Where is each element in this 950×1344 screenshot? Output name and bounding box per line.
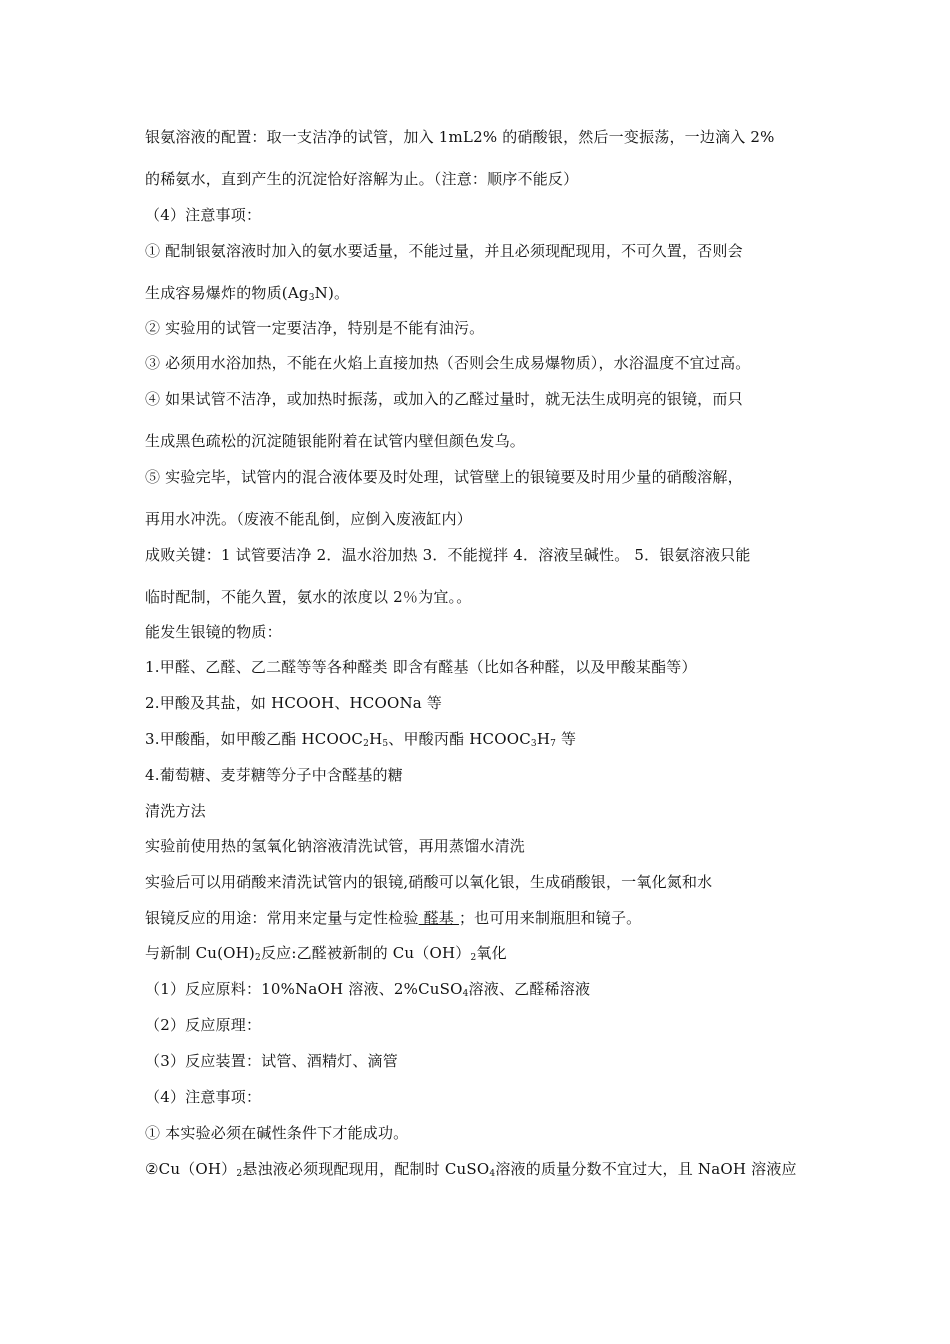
text-line: ① 本实验必须在碱性条件下才能成功。 [145,1124,409,1142]
text-line: 临时配制，不能久置，氨水的浓度以 2％为宜。。 [145,588,472,606]
text-line: 银氨溶液的配置：取一支洁净的试管，加入 1mL2% 的硝酸银，然后一变振荡，一边滴入 2% [145,128,775,146]
text-line: ① 配制银氨溶液时加入的氨水要适量，不能过量，并且必须现配现用，不可久置，否则会 [145,242,743,260]
list-item: 4.葡萄糖、麦芽糖等分子中含醛基的糖 [145,766,403,784]
text-line: 与新制 $Cu(OH)_2$反应:乙醛被新制的 $Cu(OH)_2$氧化 [145,944,507,963]
section-heading: （4）注意事项： [145,206,262,224]
text-line: ② 实验用的试管一定要洁净，特别是不能有油污。 [145,319,485,337]
text-line: （1）反应原料：10%NaOH 溶液、2%CuSO$_4$溶液、乙醛稀溶液 [145,980,591,999]
text-line: 实验后可以用硝酸来清洗试管内的银镜,硝酸可以氧化银，生成硝酸银，一氧化氮和水 [145,873,713,891]
text-line: （3）反应装置：试管、酒精灯、滴管 [145,1052,398,1070]
text-line: ⑤ 实验完毕，试管内的混合液体要及时处理，试管壁上的银镜要及时用少量的硝酸溶解， [145,468,743,486]
text-line: （2）反应原理： [145,1016,262,1034]
text-line: ④ 如果试管不洁净，或加热时振荡，或加入的乙醛过量时，就无法生成明亮的银镜，而只 [145,390,743,408]
text-line: 生成黑色疏松的沉淀随银能附着在试管内壁但颜色发乌。 [145,432,526,450]
underlined-term: 醛基 [418,909,459,927]
text-line: 的稀氨水，直到产生的沉淀恰好溶解为止。（注意：顺序不能反） [145,170,579,188]
text-line: 生成容易爆炸的物质$(Ag_3N)$。 [145,284,350,303]
section-heading: （4）注意事项： [145,1088,262,1106]
list-item: 1.甲醛、乙醛、乙二醛等等各种醛类 即含有醛基（比如各种醛，以及甲酸某酯等） [145,658,697,676]
list-item: 3.甲酸酯，如甲酸乙酯 $HCOOC_2H_5$、甲酸丙酯 $HCOOC_3H_7$ 等 [145,730,577,749]
text-line: 银镜反应的用途：常用来定量与定性检验 醛基 ；也可用来制瓶胆和镜子。 [145,909,642,927]
section-heading: 清洗方法 [145,802,206,820]
text-line: 实验前使用热的氢氧化钠溶液清洗试管，再用蒸馏水清洗 [145,837,526,855]
list-item: 2.甲酸及其盐，如 HCOOH、HCOONa 等 [145,694,443,712]
text-line: $②Cu(OH)_2$悬浊液必须现配现用，配制时 CuSO$_4$溶液的质量分数不宜过大，且 NaOH 溶液应 [145,1160,797,1179]
text-line: ③ 必须用水浴加热，不能在火焰上直接加热（否则会生成易爆物质），水浴温度不宜过高。 [145,354,751,372]
section-heading: 能发生银镜的物质： [145,623,282,641]
text-line: 再用水冲洗。（废液不能乱倒，应倒入废液缸内） [145,510,472,528]
text-line: 成败关键：1 试管要洁净 2．温水浴加热 3．不能搅拌 4．溶液呈碱性。 5．银氨溶液只能 [145,546,751,564]
